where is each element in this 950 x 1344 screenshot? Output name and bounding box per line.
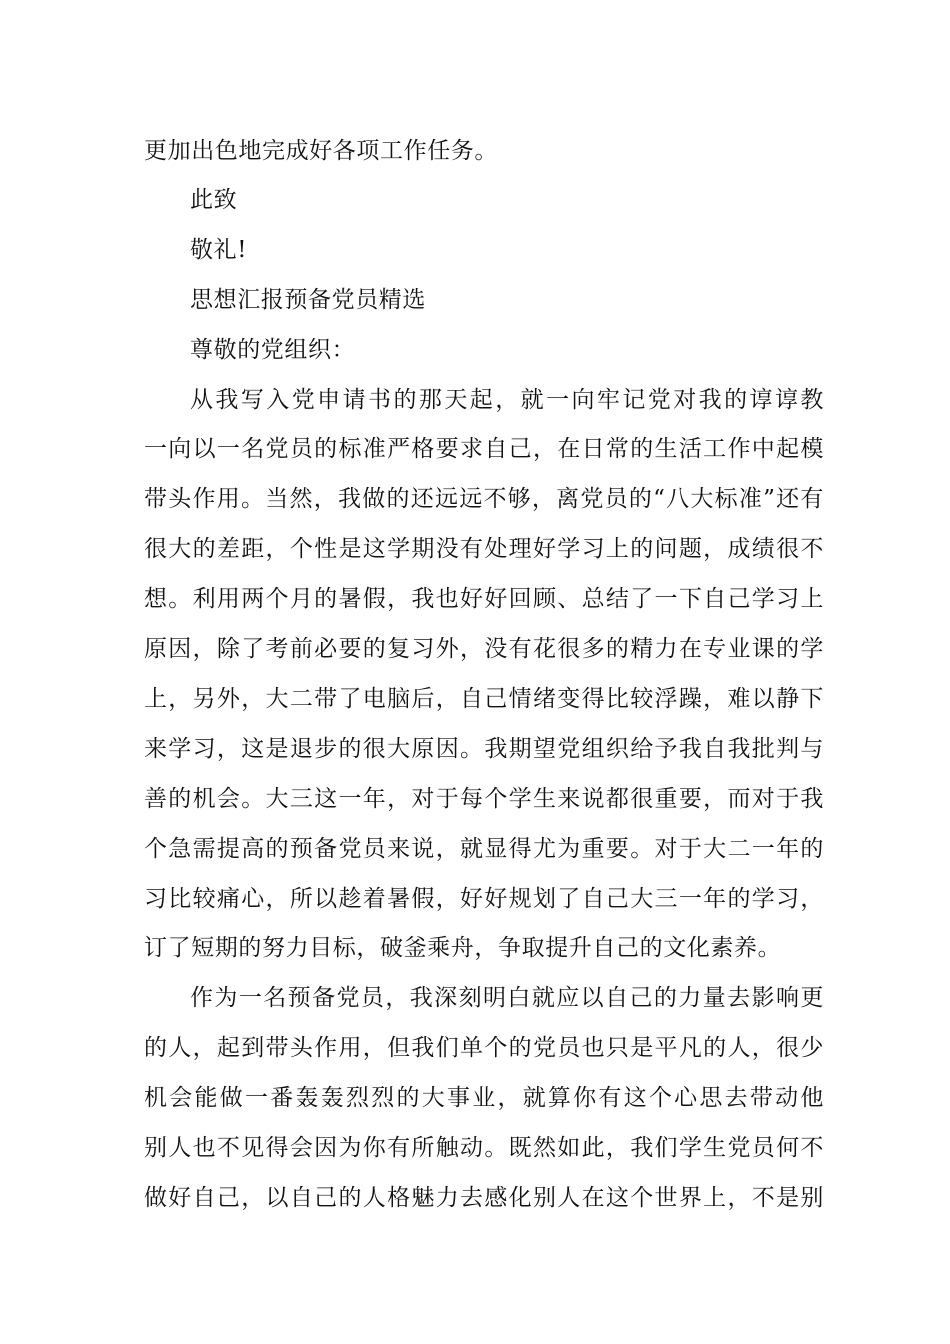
paragraph-line: 上，另外，大二带了电脑后，自己情绪变得比较浮躁，难以静下: [144, 686, 824, 712]
section-title: 思想汇报预备党员精选: [190, 287, 426, 313]
paragraph-line: 个急需提高的预备党员来说，就显得尤为重要。对于大二一年的: [144, 836, 824, 862]
text-line: 更加出色地完成好各项工作任务。: [144, 138, 498, 164]
paragraph-line: 从我写入党申请书的那天起，就一向牢记党对我的谆谆教: [190, 387, 824, 413]
paragraph-line: 作为一名预备党员，我深刻明白就应以自己的力量去影响更: [190, 985, 824, 1011]
paragraph-line: 想。利用两个月的暑假，我也好好回顾、总结了一下自己学习上: [144, 586, 824, 612]
paragraph-line: 机会能做一番轰轰烈烈的大事业，就算你有这个心思去带动他: [144, 1085, 824, 1111]
paragraph-line: 原因，除了考前必要的复习外，没有花很多的精力在专业课的学: [144, 636, 824, 662]
paragraph-line: 订了短期的努力目标，破釜乘舟，争取提升自己的文化素养。: [144, 935, 782, 961]
paragraph-line: 别人也不见得会因为你有所触动。既然如此，我们学生党员何不: [144, 1135, 824, 1161]
paragraph-line: 善的机会。大三这一年，对于每个学生来说都很重要，而对于我: [144, 786, 824, 812]
paragraph-line: 很大的差距，个性是这学期没有处理好学习上的问题，成绩很不: [144, 536, 824, 562]
closing-regards: 敬礼!: [190, 237, 248, 263]
closing-salutation: 此致: [190, 187, 238, 213]
paragraph-line: 带头作用。当然，我做的还远远不够，离党员的“八大标准”还有: [144, 486, 824, 512]
paragraph-line: 来学习，这是退步的很大原因。我期望党组织给予我自我批判与: [144, 736, 824, 762]
paragraph-line: 做好自己，以自己的人格魅力去感化别人在这个世界上，不是别: [144, 1185, 824, 1211]
paragraph-line: 一向以一名党员的标准严格要求自己，在日常的生活工作中起模: [144, 436, 824, 462]
paragraph-line: 的人，起到带头作用，但我们单个的党员也只是平凡的人，很少: [144, 1035, 824, 1061]
greeting: 尊敬的党组织：: [190, 337, 356, 363]
paragraph-line: 习比较痛心，所以趁着暑假，好好规划了自己大三一年的学习，: [144, 886, 824, 912]
